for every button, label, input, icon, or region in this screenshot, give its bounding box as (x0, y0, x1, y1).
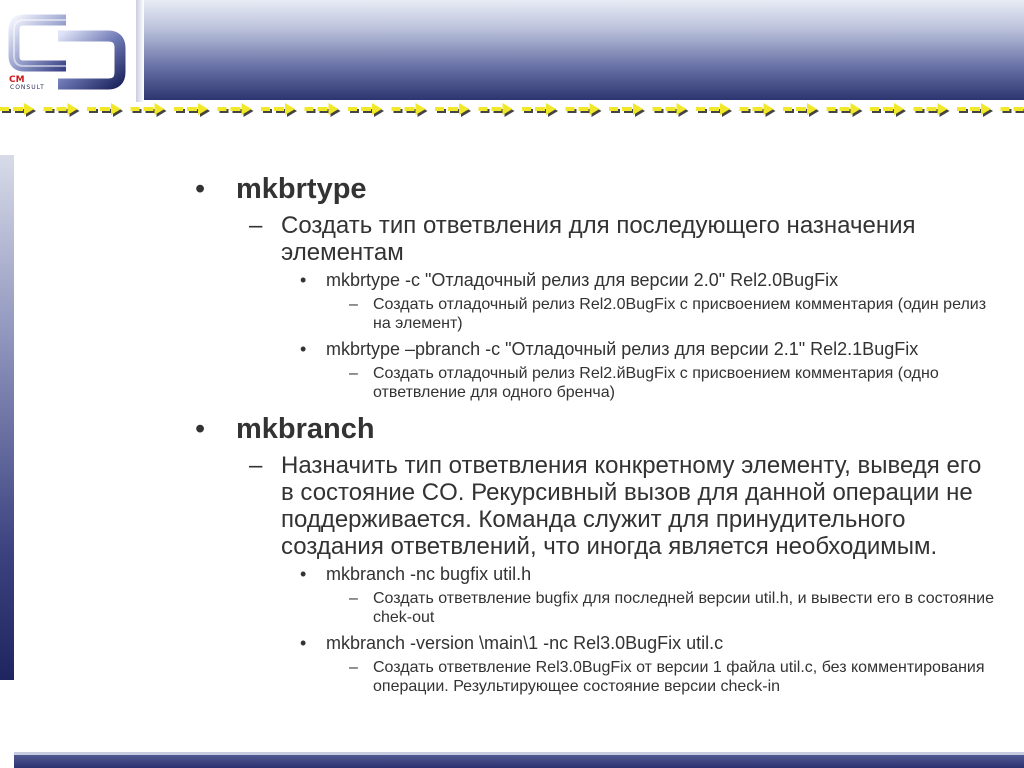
section-description: – Назначить тип ответвления конкретному элементу, выведя его в состояние CO. Рекурсивный вызов для данной операции не поддерживается. Команда служит для принудительного создания ответвлений, что иногда является необходимым. (249, 452, 982, 560)
double-dash-arrow-icon (435, 103, 471, 117)
double-dash-arrow-icon (131, 103, 167, 117)
logo-cm-mark: CM (9, 75, 25, 85)
double-dash-arrow-icon (218, 103, 254, 117)
double-dash-arrow-icon (740, 103, 776, 117)
double-dash-arrow-icon (0, 103, 36, 117)
double-dash-arrow-icon (522, 103, 558, 117)
bullet-marker: • (300, 339, 307, 359)
example-note: – Создать отладочный релиз Rel2.йBugFix с присвоением комментария (одно ответвление для одного бренча) (349, 365, 939, 401)
co-logo-icon (8, 6, 130, 96)
example-note: – Создать ответвление bugfix для последней версии util.h, и вывести его в состояние chek-out (349, 590, 995, 626)
dash-marker: – (349, 659, 358, 676)
arrow-strip (0, 100, 1024, 124)
dash-marker: – (349, 296, 358, 313)
section-description: – Создать тип ответвления для последующего назначения элементам (249, 212, 916, 266)
bottom-bar (14, 752, 1024, 768)
double-dash-arrow-icon (566, 103, 602, 117)
example-command: • mkbrtype -c "Отладочный релиз для версии 2.0" Rel2.0BugFix (300, 270, 839, 290)
logo-separator (136, 0, 144, 102)
double-dash-arrow-icon (870, 103, 906, 117)
double-dash-arrow-icon (174, 103, 210, 117)
bullet-marker: • (300, 564, 307, 584)
example-command: • mkbranch -nc bugfix util.h (300, 564, 532, 584)
double-dash-arrow-icon (914, 103, 950, 117)
dash-marker: – (349, 590, 358, 607)
bullet-marker: • (195, 173, 206, 205)
double-dash-arrow-icon (44, 103, 80, 117)
bullet-marker: • (300, 270, 307, 290)
double-dash-arrow-icon (1001, 103, 1024, 117)
bullet-mkbrtype (195, 170, 995, 208)
slide-content (195, 170, 995, 696)
left-side-bar (0, 155, 14, 680)
dash-marker: – (249, 452, 263, 479)
double-dash-arrow-icon (348, 103, 384, 117)
double-dash-arrow-icon (827, 103, 863, 117)
logo-caption: CONSULT (10, 84, 45, 91)
double-dash-arrow-icon (261, 103, 297, 117)
double-dash-arrow-icon (653, 103, 689, 117)
logo (0, 0, 136, 102)
example-command: • mkbrtype –pbranch -c "Отладочный релиз для версии 2.1" Rel2.1BugFix (300, 339, 919, 359)
dash-marker: – (349, 365, 358, 382)
example-note: – Создать ответвление Rel3.0BugFix от версии 1 файла util.c, без комментирования операции. Результирующее состояние версии check-in (349, 659, 985, 695)
double-dash-arrow-icon (479, 103, 515, 117)
double-dash-arrow-icon (696, 103, 732, 117)
double-dash-arrow-icon (609, 103, 645, 117)
bullet-mkbranch (195, 410, 995, 448)
double-dash-arrow-icon (392, 103, 428, 117)
double-dash-arrow-icon (957, 103, 993, 117)
bullet-marker: • (300, 633, 307, 653)
double-dash-arrow-icon (87, 103, 123, 117)
dash-marker: – (249, 212, 263, 239)
header-band (144, 0, 1024, 100)
double-dash-arrow-icon (305, 103, 341, 117)
example-note: – Создать отладочный релиз Rel2.0BugFix с присвоением комментария (один релиз на элемент) (349, 296, 987, 332)
bullet-marker: • (195, 413, 206, 445)
section-title: mkbranch (236, 413, 375, 445)
example-command: • mkbranch -version \main\1 -nc Rel3.0BugFix util.c (300, 633, 724, 653)
double-dash-arrow-icon (783, 103, 819, 117)
section-title: mkbrtype (236, 173, 367, 205)
